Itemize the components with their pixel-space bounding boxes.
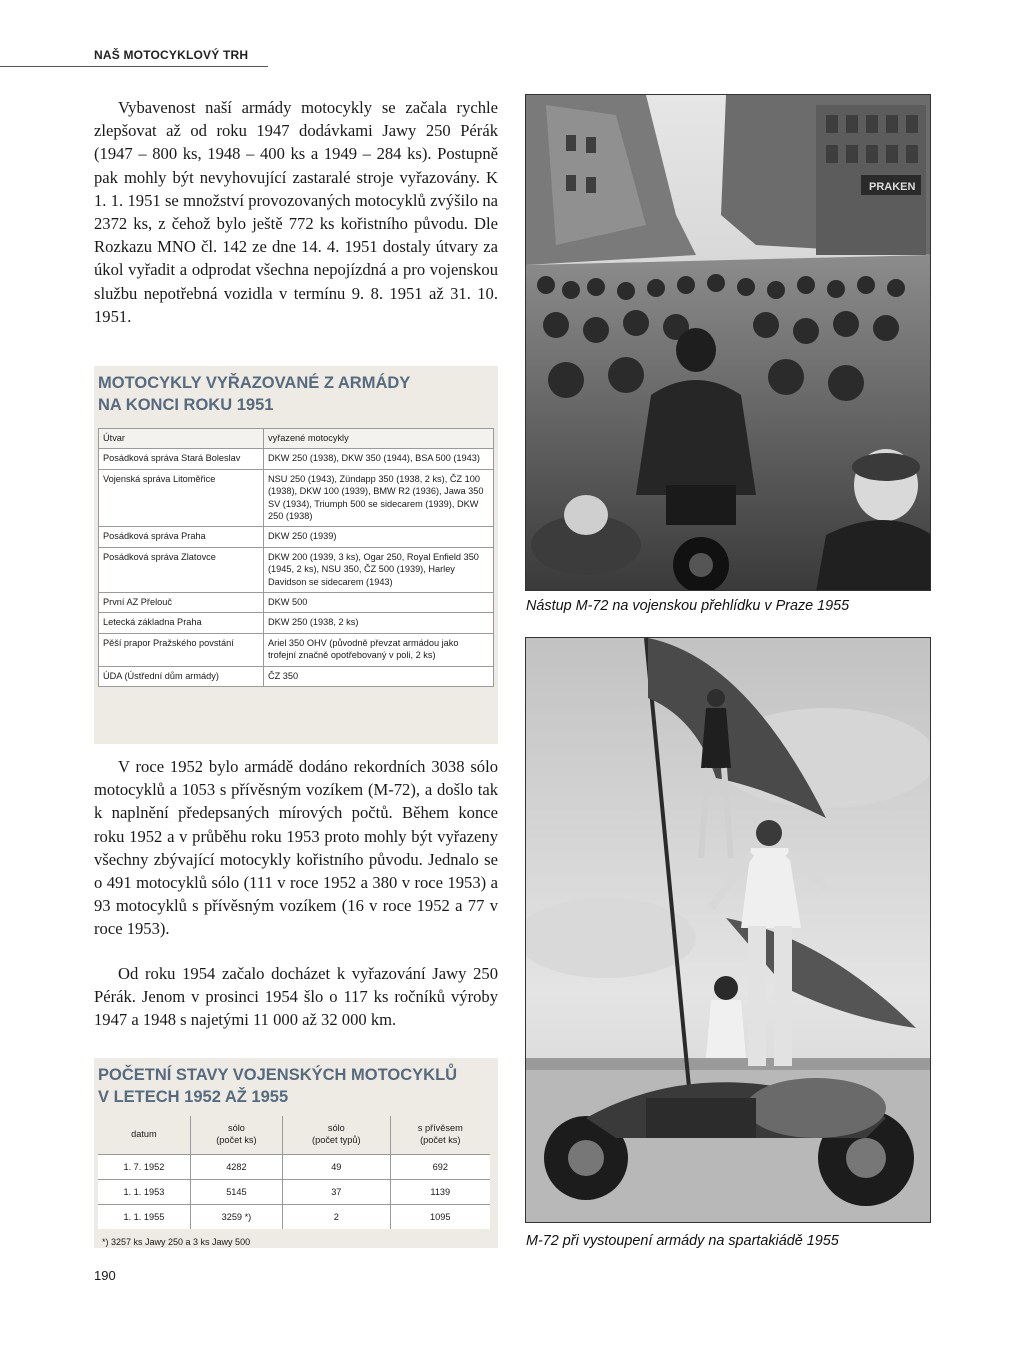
cell-unit: ÚDA (Ústřední dům armády) xyxy=(99,666,264,686)
cell-bikes: DKW 250 (1939) xyxy=(264,527,494,547)
header-sub: (počet ks) xyxy=(216,1135,257,1145)
table-1-header-bikes: vyřazené motocykly xyxy=(264,429,494,449)
cell-unit: Posádková správa Stará Boleslav xyxy=(99,449,264,469)
cell-unit: Posádková správa Praha xyxy=(99,527,264,547)
cell-unit: Letecká základna Praha xyxy=(99,613,264,633)
table-row xyxy=(99,593,494,613)
header-sub: (počet typů) xyxy=(312,1135,361,1145)
cell-bikes: DKW 250 (1938, 2 ks) xyxy=(264,613,494,633)
table-discarded-motorcycles xyxy=(94,366,498,744)
page-number: 190 xyxy=(94,1268,116,1283)
cell-bikes: DKW 200 (1939, 3 ks), Ogar 250, Royal Enfield 350 (1945, 2 ks), NSU 350, ČZ 500 (1939), Harley Davidson se sidecarem (1943) xyxy=(264,547,494,592)
cell-unit: Posádková správa Zlatovce xyxy=(99,547,264,592)
cell-unit: Pěší prapor Pražského povstání xyxy=(99,633,264,666)
paragraph-1 xyxy=(94,96,498,328)
cell-bikes: NSU 250 (1943), Zündapp 350 (1938, 2 ks), ČZ 100 (1938), DKW 100 (1939), BMW R2 (1936), Jawa 350 SV (1934), Triumph 500 se sidecarem (1939), DKW 250 (1938) xyxy=(264,469,494,527)
paragraph-3-text: Od roku 1954 začalo docházet k vyřazování Jawy 250 Pérák. Jenom v prosinci 1954 šlo o 117 ks ročníků výroby 1947 a 1948 s najetými 11 000 až 32 000 km. xyxy=(94,964,498,1030)
paragraph-1-text: Vybavenost naší armády motocykly se začala rychle zlepšovat až od roku 1947 dodávkami Jawy 250 Pérák (1947 – 800 ks, 1948 – 400 ks a 1949 – 284 ks). Postupně pak mohly být nevyhovující zastaralé stroje vyřazovány. K 1. 1. 1951 se množství provozovaných motocyklů zvýšilo na 2372 ks, z čehož bylo ještě 772 ks kořistního původu. Dle Rozkazu MNO čl. 142 ze dne 14. 4. 1951 dostaly útvary za úkol vyřadit a odprodat všechna nepojízdná a pro vojenskou službu nepotřebná vozidla v termínu 9. 8. 1951 až 31. 10. 1951. xyxy=(94,98,498,326)
header-main: s přívěsem xyxy=(417,1123,463,1133)
header-rule xyxy=(0,66,268,67)
table-row xyxy=(98,1205,490,1230)
table-row xyxy=(99,633,494,666)
parade-photo-illustration xyxy=(526,95,931,591)
table-row xyxy=(99,527,494,547)
cell-bikes: DKW 500 xyxy=(264,593,494,613)
table-1-grid xyxy=(98,428,494,687)
cell-solo-types: 37 xyxy=(283,1180,391,1205)
table-1-title-line-2: NA KONCI ROKU 1951 xyxy=(98,396,274,414)
header-date xyxy=(98,1116,190,1155)
header-solo-count xyxy=(190,1116,282,1155)
header-main: datum xyxy=(131,1129,157,1139)
cell-unit: První AZ Přelouč xyxy=(99,593,264,613)
table-1-title xyxy=(94,366,498,416)
paragraph-2-text: V roce 1952 bylo armádě dodáno rekordních 3038 sólo motocyklů a 1053 s přívěsným vozíkem (M-72), a došlo tak k naplnění předepsaných mírových počtů. Během konce roku 1952 a v průběhu roku 1953 proto mohly být vyřazeny všechny zbývající motocykly kořistního původu. Jednalo se o 491 motocyklů sólo (111 v roce 1952 a 380 v roce 1953) a 93 motocyklů s přívěsným vozíkem (16 v roce 1952 a 77 v roce 1953). xyxy=(94,757,498,939)
table-2-title-line-1: POČETNÍ STAVY VOJENSKÝCH MOTOCYKLŮ xyxy=(98,1066,458,1084)
table-row xyxy=(99,449,494,469)
cell-solo-count: 4282 xyxy=(190,1155,282,1180)
table-row xyxy=(99,613,494,633)
header-solo-types xyxy=(283,1116,391,1155)
cell-bikes: DKW 250 (1938), DKW 350 (1944), BSA 500 (1943) xyxy=(264,449,494,469)
header-main: sólo xyxy=(327,1123,345,1133)
cell-date: 1. 7. 1952 xyxy=(98,1155,190,1180)
cell-solo-count: 5145 xyxy=(190,1180,282,1205)
header-sub: (počet ks) xyxy=(420,1135,461,1145)
table-row xyxy=(98,1180,490,1205)
table-1-header-row xyxy=(99,429,494,449)
running-header: NAŠ MOTOCYKLOVÝ TRH xyxy=(94,48,249,62)
cell-date: 1. 1. 1955 xyxy=(98,1205,190,1230)
table-row xyxy=(99,666,494,686)
cell-solo-types: 49 xyxy=(283,1155,391,1180)
table-row xyxy=(99,547,494,592)
cell-sidecar-count: 1095 xyxy=(390,1205,490,1230)
table-row xyxy=(99,469,494,527)
table-2-header-row xyxy=(98,1116,490,1155)
cell-unit: Vojenská správa Litoměřice xyxy=(99,469,264,527)
cell-date: 1. 1. 1953 xyxy=(98,1180,190,1205)
table-2-title xyxy=(94,1058,498,1108)
table-2-grid xyxy=(98,1116,490,1229)
paragraph-3 xyxy=(94,962,498,1032)
spartakiad-photo-illustration xyxy=(526,638,931,1223)
cell-bikes: ČZ 350 xyxy=(264,666,494,686)
photo-2-caption: M-72 při vystoupení armády na spartakiádě 1955 xyxy=(526,1233,839,1249)
cell-sidecar-count: 692 xyxy=(390,1155,490,1180)
header-main: sólo xyxy=(227,1123,245,1133)
cell-solo-count: 3259 *) xyxy=(190,1205,282,1230)
cell-sidecar-count: 1139 xyxy=(390,1180,490,1205)
paragraph-2 xyxy=(94,755,498,941)
table-1-title-line-1: MOTOCYKLY VYŘAZOVANÉ Z ARMÁDY xyxy=(98,374,411,392)
cell-solo-types: 2 xyxy=(283,1205,391,1230)
header-sidecar-count xyxy=(390,1116,490,1155)
table-2-footnote: *) 3257 ks Jawy 250 a 3 ks Jawy 500 xyxy=(102,1237,251,1247)
photo-1-caption: Nástup M-72 na vojenskou přehlídku v Praze 1955 xyxy=(526,598,850,614)
photo-spartakiad xyxy=(525,637,931,1223)
photo-parade xyxy=(525,94,931,591)
table-motorcycle-counts xyxy=(94,1058,498,1248)
table-1-header-unit: Útvar xyxy=(99,429,264,449)
table-row xyxy=(98,1155,490,1180)
table-2-title-line-2: V LETECH 1952 AŽ 1955 xyxy=(98,1088,289,1106)
cell-bikes: Ariel 350 OHV (původně převzat armádou jako trofejní značně opotřebovaný v poli, 2 ks) xyxy=(264,633,494,666)
shop-sign-text: PRAKEN xyxy=(869,181,916,193)
